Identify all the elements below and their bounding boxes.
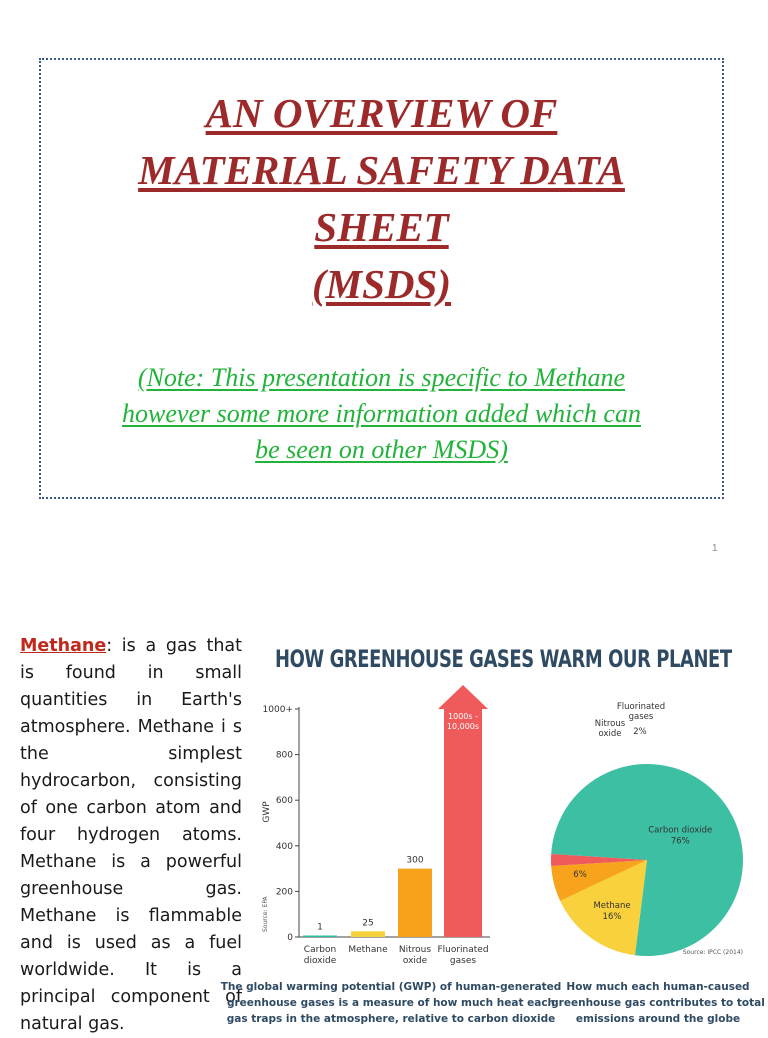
pie-caption: How much each human-caused greenhouse gas contributes to total emissions around the globe	[551, 981, 765, 1025]
bar-3	[444, 709, 482, 937]
pie-slice-label: 2%	[633, 727, 647, 737]
title-line-1: AN OVERVIEW OF	[205, 90, 558, 136]
methane-description	[20, 633, 242, 1034]
greenhouse-infographic	[220, 640, 768, 1025]
bar-category-label: Nitrous oxide	[398, 945, 432, 966]
pie-slice-label: Methane 16%	[593, 901, 631, 923]
pie-slice-label: 6%	[573, 870, 587, 881]
gwp-bar-chart	[262, 685, 490, 966]
title-line-2: MATERIAL SAFETY DATA	[138, 147, 625, 193]
y-tick-label: 800	[275, 750, 293, 761]
bar-arrow-head	[438, 685, 488, 709]
bar-source-label: Source: EPA	[262, 896, 269, 932]
y-tick-label: 400	[275, 841, 293, 852]
bar-category-label: Methane	[348, 945, 388, 955]
pie-outside-label: Nitrous oxide	[594, 719, 626, 739]
slide-note	[41, 360, 722, 468]
y-tick-label: 1000+	[262, 705, 293, 715]
methane-body: : is a gas that is found in small quantities in Earth's atmosphere. Methane i s the simplest hydrocarbon, consisting of one carbon atom and four hydrogen atoms. Methane is a powerful greenhouse gas. Methane is flammable and is used as a fuel worldwide. It is a principal component of natural gas.	[20, 636, 242, 1034]
chart-captions	[221, 981, 765, 1025]
title-line-3: SHEET	[314, 204, 449, 250]
slide-number: 1	[712, 543, 718, 554]
note-line-2: however some more information added which can	[122, 399, 641, 428]
y-tick-label: 200	[275, 887, 293, 898]
bar-value-label: 300	[406, 855, 424, 866]
slide-title	[41, 85, 722, 313]
pie-source-label: Source: IPCC (2014)	[682, 949, 743, 956]
note-line-3: be seen on other MSDS)	[255, 435, 508, 464]
y-tick-label: 0	[287, 933, 293, 943]
bar-value-label: 25	[362, 918, 374, 929]
bar-category-label: Carbon dioxide	[303, 945, 337, 966]
infographic-title: HOW GREENHOUSE GASES WARM OUR PLANET	[275, 645, 732, 673]
bar-2	[398, 869, 432, 937]
infographic-charts	[220, 640, 768, 1025]
bar-1	[351, 931, 385, 937]
bar-0	[303, 936, 337, 938]
bar-category-label: Fluorinated gases	[437, 945, 489, 966]
y-tick-label: 600	[275, 796, 293, 807]
bar-caption: The global warming potential (GWP) of human-generated greenhouse gases is a measure of how much heat each gas traps in the atmosphere, relative to carbon dioxide	[220, 981, 562, 1025]
pie-outside-label: Fluorinated gases	[616, 702, 666, 722]
methane-term: Methane	[20, 636, 107, 656]
title-slide-frame	[39, 58, 724, 499]
emissions-pie-chart	[551, 702, 743, 956]
bar-value-label: 1	[317, 922, 323, 933]
y-axis-label: GWP	[262, 801, 272, 823]
pie-slice-label: Carbon dioxide 76%	[648, 825, 713, 847]
bar-value-label: 1000s -10,000s	[446, 712, 480, 731]
note-line-1: (Note: This presentation is specific to Methane	[137, 363, 626, 392]
title-line-4: (MSDS)	[312, 261, 451, 307]
